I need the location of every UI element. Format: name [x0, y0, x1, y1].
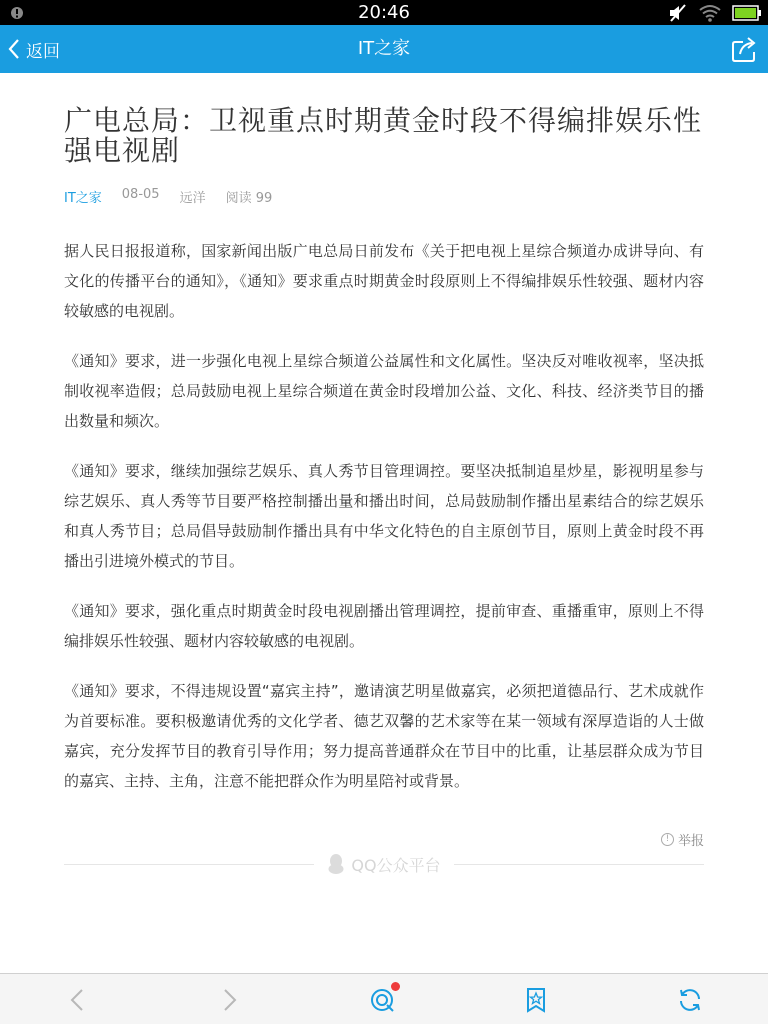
article-body [64, 236, 704, 796]
toolbar-back-button[interactable] [62, 986, 92, 1014]
back-arrow-icon [70, 988, 84, 1012]
article-reads: 阅读 99 [225, 191, 273, 206]
qq-platform-mark [322, 852, 446, 876]
qq-platform-label: QQ公众平台 [351, 855, 441, 875]
article-meta [64, 187, 704, 206]
article [64, 106, 704, 816]
mute-icon [668, 3, 688, 23]
status-icons [668, 2, 762, 23]
status-time: 20:46 [358, 2, 410, 23]
article-paragraph: 《通知》要求，不得违规设置“嘉宾主持”，邀请演艺明星做嘉宾，必须把道德品行、艺术成就作为首要标准。要积极邀请优秀的文化学者、德艺双馨的艺术家等在某一领域有深厚造诣的人士做嘉宾，充分发挥节目的教育引导作用；努力提高普通群众在节目中的比重，让基层群众成为节目的嘉宾、主持、主角，注意不能把群众作为明星陪衬或背景。 [64, 682, 704, 790]
article-paragraph: 《通知》要求，进一步强化电视上星综合频道公益属性和文化属性。坚决反对唯收视率，坚决抵制收视率造假；总局鼓励电视上星综合频道在黄金时段增加公益、文化、科技、经济类节目的播出数量和频次。 [64, 352, 704, 430]
divider-line-left [64, 864, 314, 865]
footer-divider [64, 852, 704, 876]
back-label: 返回 [26, 41, 60, 62]
share-icon [730, 35, 760, 63]
toolbar-forward-button[interactable] [215, 986, 245, 1014]
article-author: 远洋 [179, 191, 206, 206]
status-bar [0, 0, 768, 25]
back-button[interactable] [8, 25, 60, 73]
report-label: 举报 [677, 834, 704, 849]
share-button[interactable] [730, 35, 760, 63]
nav-bar [0, 25, 768, 73]
toolbar-bookmark-button[interactable] [521, 986, 551, 1014]
battery-icon [732, 4, 762, 22]
bottom-toolbar [0, 973, 768, 1024]
notification-badge [391, 982, 400, 991]
wifi-icon [698, 3, 722, 23]
toolbar-qq-browser-button[interactable] [368, 986, 398, 1014]
divider-line-right [454, 864, 704, 865]
bookmark-star-icon [525, 987, 547, 1013]
qq-penguin-icon [327, 853, 345, 875]
toolbar-refresh-button[interactable] [675, 986, 705, 1014]
article-title: 广电总局：卫视重点时期黄金时段不得编排娱乐性强电视剧 [64, 104, 703, 167]
article-date: 08-05 [121, 187, 160, 202]
article-paragraph: 据人民日报报道称，国家新闻出版广电总局日前发布《关于把电视上星综合频道办成讲导向、有文化的传播平台的通知》，《通知》要求重点时期黄金时段原则上不得编排娱乐性较强、题材内容较敏感的电视剧。 [64, 242, 704, 320]
article-paragraph: 《通知》要求，继续加强综艺娱乐、真人秀节目管理调控。要坚决抵制追星炒星，影视明星参与综艺娱乐、真人秀等节目要严格控制播出量和播出时间，总局鼓励制作播出星素结合的综艺娱乐和真人秀节目；总局倡导鼓励制作播出具有中华文化特色的自主原创节目，原则上黄金时段不再播出引进境外模式的节目。 [64, 462, 704, 570]
refresh-icon [677, 987, 703, 1013]
report-button[interactable] [661, 830, 704, 849]
info-icon: ! [661, 833, 674, 846]
forward-arrow-icon [223, 988, 237, 1012]
chevron-left-icon [8, 38, 20, 60]
article-source[interactable]: IT之家 [64, 191, 102, 206]
nav-title: IT之家 [357, 38, 411, 59]
article-paragraph: 《通知》要求，强化重点时期黄金时段电视剧播出管理调控，提前审查、重播重审，原则上不得编排娱乐性较强、题材内容较敏感的电视剧。 [64, 602, 704, 650]
